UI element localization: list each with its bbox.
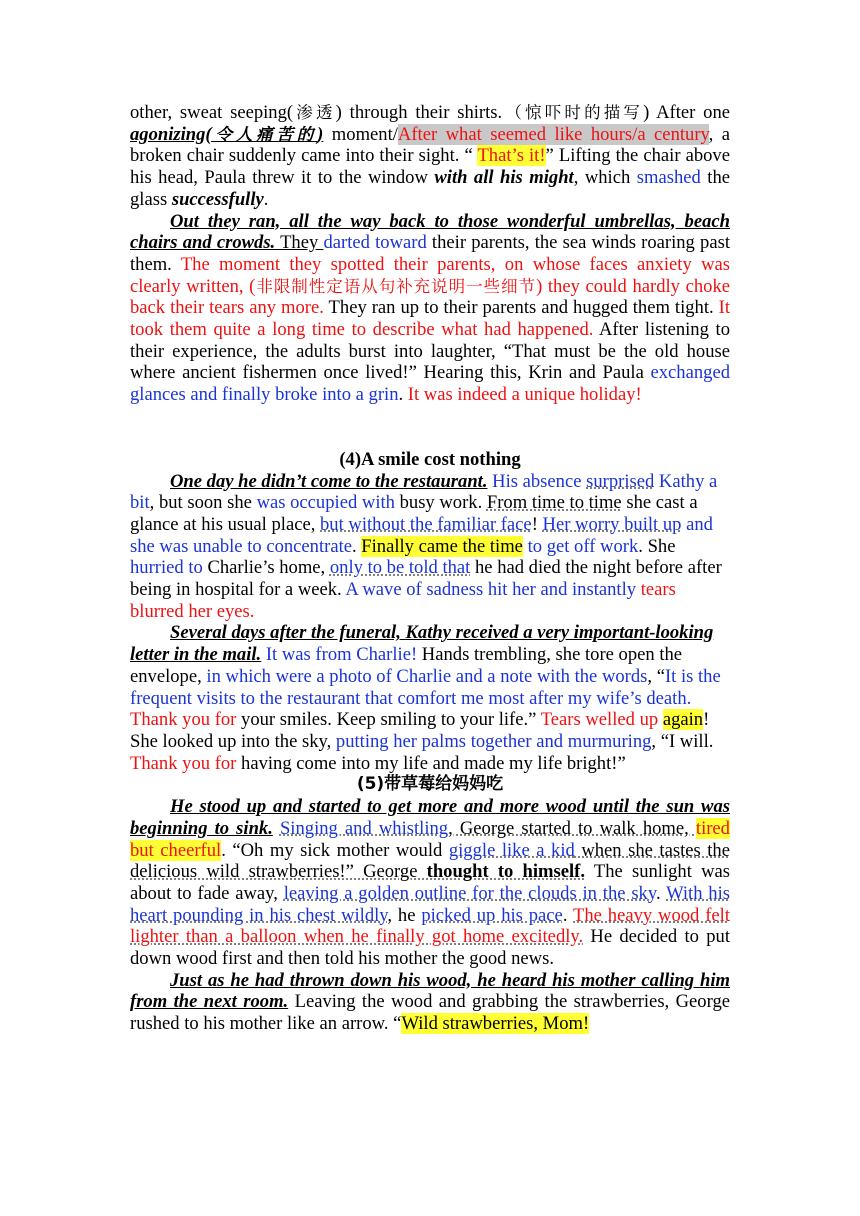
blue-phrase: in which were a photo of Charlie and a note with the words [206, 665, 648, 687]
text-run: ) After one [643, 102, 731, 123]
red-sentence: It was indeed a unique holiday! [407, 384, 642, 406]
blue-phrase: Her worry built up [542, 513, 682, 535]
blue-phrase: and she was unable to concentrate [130, 513, 713, 557]
text-run: , “I will. [651, 730, 714, 752]
blue-phrase: Kathy a bit [130, 470, 718, 514]
paragraph-letter [130, 622, 730, 774]
red-phrase: Thank you for [130, 709, 237, 731]
blue-phrase: surprised [586, 470, 655, 492]
paragraph-absence [130, 471, 730, 623]
text-run: . [562, 904, 573, 926]
blue-phrase: darted toward [323, 232, 427, 254]
blue-phrase: With his heart pounding in his chest wildly [130, 882, 731, 926]
blue-phrase: putting her palms together and murmuring [335, 730, 652, 752]
section-spacer [130, 406, 730, 449]
blue-phrase: smashed [636, 167, 701, 189]
blue-phrase: exchanged glances and finally broke into a grin [130, 362, 730, 406]
paragraph-mother-calling [130, 970, 730, 1035]
text-run: ! [531, 513, 543, 535]
blue-phrase: but without the familiar face [320, 513, 532, 535]
text-run: , which [573, 167, 637, 189]
blue-phrase: Singing and whistling [279, 817, 449, 839]
bold-phrase: thought to himself. [426, 861, 586, 883]
text-run: , but soon she [149, 492, 257, 514]
text-run: , “ [647, 665, 665, 687]
text-run: ” Lifting the chair above his head, Paula threw it to the window [130, 145, 730, 189]
yellow-highlight-phrase: tired but cheerful [130, 817, 730, 861]
red-phrase: tears blurred her eyes. [130, 579, 676, 622]
text-run: They ran up to their parents and hugged them tight. [323, 297, 719, 319]
text-run: their parents, the sea winds roaring past them. [130, 232, 730, 275]
yellow-highlight-phrase: That’s it! [477, 145, 546, 167]
topic-sentence: Several days after the funeral, Kathy received a very important-looking letter in the mail. [130, 622, 714, 666]
text-run: the glass [130, 167, 731, 210]
text-run: ) through their shirts. [335, 102, 503, 123]
topic-sentence: Just as he had thrown down his wood, he heard his mother calling him from the next room. [130, 969, 730, 1013]
text-run: . [655, 882, 667, 904]
blue-phrase: giggle like a kid [448, 839, 575, 861]
blue-phrase: was occupied with [256, 492, 395, 514]
paragraph-run-back: Out they ran, all the way back to those wonderful umbrellas, beach chairs and crowds. They darted toward their parents, the sea winds roaring past them. The moment they spotted their parents, on whose faces anxiety was clearly written, (非限制性定语从句补充说明一些细节) they could hardly choke back their tears any more. They ran up to their parents and hugged them tight. It took them quite a long time to describe what had happened. After listening to their experience, the adults burst into laughter, “That must be the old house where ancient fishermen once lived!” Hearing this, Krin and Paula exchanged glances and finally broke into a grin. It was indeed a unique holiday! [130, 210, 731, 406]
text-run: having come into my life and made my life bright!” [236, 752, 626, 774]
text-run: . [352, 535, 362, 557]
topic-sentence: One day he didn’t come to the restaurant. [170, 470, 488, 492]
text-run: , George started to walk home, [448, 817, 696, 839]
blue-phrase: His absence [492, 470, 587, 492]
blue-phrase: picked up his pace [421, 904, 563, 926]
text-run: moment/ [323, 123, 398, 145]
text-run: . “Oh my sick mother would [221, 839, 449, 861]
chinese-note: （惊吓时的描写 [502, 103, 644, 122]
text-run: , he [387, 904, 422, 926]
red-sentence: It took them quite a long time to describe what had happened. [130, 297, 730, 341]
section-title: (4)A smile cost nothing [339, 448, 521, 470]
text-run: . [398, 384, 408, 406]
text-run: he had died the night before after being in hospital for a week. [130, 557, 722, 601]
red-phrase: Thank you for [130, 752, 237, 774]
text-run: other, sweat seeping( [130, 102, 294, 123]
yellow-highlight-phrase: Finally came the time [361, 535, 523, 557]
document-page [130, 102, 730, 1035]
text-run: she cast a glance at his usual place, [130, 492, 698, 535]
text-run: . [263, 188, 269, 210]
red-phrase: Tears welled up [540, 709, 659, 731]
text-run: . She [638, 535, 676, 557]
blue-phrase: only to be told that [329, 557, 471, 579]
blue-phrase: leaving a golden outline for the clouds in the sky [283, 882, 656, 904]
red-sentence: The heavy wood felt lighter than a balloon when he finally got home excitedly. [130, 904, 730, 948]
text-run: ! She looked up into the sky, [130, 709, 710, 752]
topic-sentence: He stood up and started to get more and more wood until the sun was beginning to sink. [130, 796, 730, 839]
blue-phrase: A wave of sadness hit her and instantly [345, 579, 637, 601]
yellow-highlight-phrase: Wild strawberries, Mom! [401, 1013, 590, 1035]
text-run: After listening to their experience, the adults burst into laughter, “That must be the old house where ancient fishermen once lived!” Hearing this, Krin and Paula [130, 319, 730, 384]
blue-phrase: to get off work [527, 535, 639, 557]
paragraph-strawberries [130, 796, 730, 970]
text-run: The sunlight was about to fade away, [130, 861, 730, 904]
blue-phrase: It was from Charlie! [265, 644, 418, 666]
blue-phrase: It is the frequent visits to the restaurant that comfort me most after my wife’s death. [130, 665, 721, 709]
paragraph-escape [130, 102, 730, 211]
red-sentence: The moment they spotted their parents, on whose faces anxiety was clearly written, (非限制性定语从句补充说明一些细节) they could hardly choke back their tears any more. [130, 253, 731, 319]
text-run: , a broken chair suddenly came into their sight. “ [130, 123, 730, 167]
gray-highlight-phrase: After what seemed like hours/a century [397, 123, 709, 145]
dotted-phrase: From time to time [486, 492, 622, 514]
text-run: Hands trembling, she tore open the envelope, [130, 644, 683, 687]
text-run: when she tastes the delicious wild strawberries!” George [130, 839, 730, 883]
text-run: your smiles. Keep smiling to your life.” [236, 709, 541, 731]
section-title: (5)带草莓给妈妈吃 [356, 774, 504, 795]
chinese-note: 渗透 [293, 103, 336, 122]
bold-underlined-phrase: agonizing(令人痛苦的) [130, 123, 324, 145]
yellow-highlight-phrase: again [662, 709, 704, 731]
bold-italic-phrase: successfully [171, 188, 264, 210]
text-run: Leaving the wood and grabbing the strawberries, George rushed to his mother like an arrow. “ [130, 991, 730, 1035]
blue-phrase: hurried to [130, 557, 203, 579]
text-run: Charlie’s home, [202, 557, 330, 579]
topic-sentence: Out they ran, all the way back to those wonderful umbrellas, beach chairs and crowds. [130, 210, 730, 254]
bold-italic-phrase: with all his might [434, 167, 574, 189]
text-run: He decided to put down wood first and then told his mother the good news. [130, 926, 730, 970]
text-run: busy work. [394, 492, 487, 514]
